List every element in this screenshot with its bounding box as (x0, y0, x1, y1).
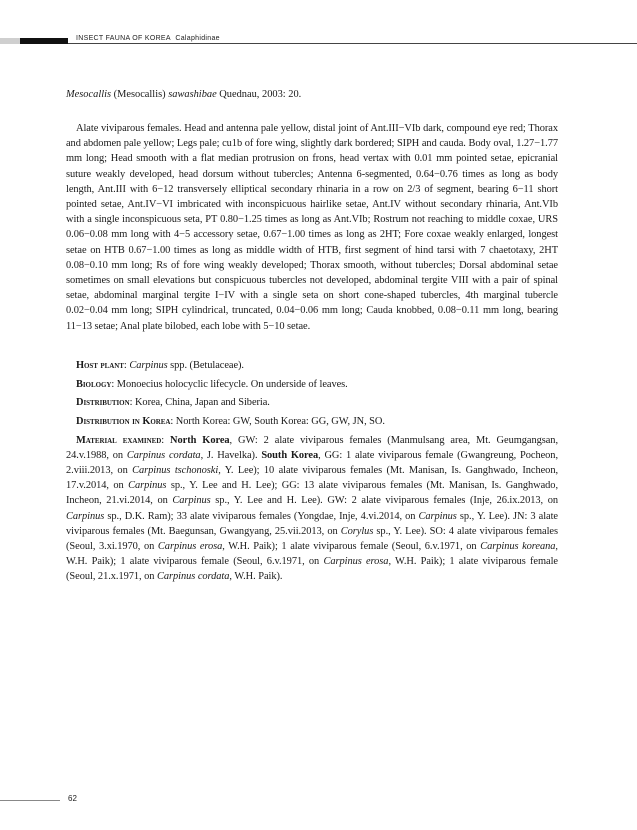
header-rule (68, 43, 637, 44)
material-region: North Korea (170, 434, 230, 446)
host-plant-genus: Carpinus (129, 359, 168, 371)
material-text-run: , GG: 1 alate viviparous female (Gwangreung, Pocheon, 2.viii.2013, on (66, 449, 558, 477)
citation-author: Quednau, 2003: 20. (216, 89, 302, 100)
page-number: 62 (68, 794, 77, 803)
distribution-text: : Korea, China, Japan and Siberia. (129, 397, 270, 409)
material-text-run: sp., Y. Lee). SO: 4 alate viviparous females (Seoul, 3.xi.1970, on (66, 525, 558, 553)
material-text-run: , GW: 2 alate viviparous females (Manmulsang area, Mt. Geumgangsan, 24.v.1988, on (66, 434, 558, 461)
material-text-run: sp., Y. Lee and H. Lee). GW: 2 alate viviparous females (Inje, 26.ix.2013, on (210, 495, 558, 507)
header-gray-bar (0, 38, 20, 44)
material-host-taxon: Carpinus (418, 510, 457, 522)
running-header-section: Calaphidinae (175, 35, 220, 42)
material-text-run: sp., Y. Lee and H. Lee); GG: 13 alate viviparous females (Mt. Manisan, Is. Ganghwado, Incheon, 21.vi.2014, on (66, 480, 559, 507)
running-header (76, 35, 220, 42)
host-plant-line (66, 358, 558, 373)
distribution-korea-label: Distribution in Korea (76, 415, 171, 427)
species-citation (66, 88, 558, 102)
citation-subgenus: (Mesocallis) (113, 89, 166, 100)
description-paragraph: Alate viviparous females. Head and antenna pale yellow, distal joint of Ant.III−VIb dark, compound eye red; Thorax and abdomen pale yellow; Legs pale; cu1b of fore wing, slightly dark bordered; SIPH and cauda. Body oval, 1.27−1.77 mm long; Head smooth with a flat median protrusion on frons, head vertax with 0.01 mm pointed setae, epicranial suture weakly developed, head dorsum without tubercles; Antenna 6-segmented, 0.64−0.76 times as long as body length, Ant.III with 6−12 transversely elliptical secondary rhinaria in a row on 2/3 of segment, bearing 6−11 short pointed setae, Ant.IV−VI imbricated with inconspicuous hairlike setae, Ant.IV without secondary rhinaria, Ant.VIb with a single inconspicuous seta, PT 0.80−1.25 times as long as Ant.VIb; Rostrum not reaching to middle coxae, URS 0.06−0.08 mm long with 4−5 accessory setae, 0.67−1.00 times as long as 2HT; Fore coxae weakly enlarged, longest setae on HTB 0.67−1.00 times as long as middle width of HTB, first segment of hind tarsi with 7 chaetotaxy, 2HT 0.08−0.10 mm long; Rs of fore wing weakly developed; Thorax smooth, without tubercles; Dorsal abdominal setae sometimes on small elevations but conspicuous tubercles not developed, abdominal tergite VIII with a pair of spinal setae, abdominal marginal tergite I−IV with a single seta on short cone-shaped tubercles, 4th marginal tubercle 0.02−0.04 mm long; SIPH cylindrical, truncated, 0.04−0.06 mm long; Cauda knobbed, 0.08−0.11 mm long, bearing 11−13 setae; Anal plate bilobed, each lobe with 5−10 setae. (66, 123, 558, 332)
material-host-taxon: Carpinus erosa (157, 541, 223, 553)
material-text-run: , W.H. Paik); 1 alate viviparous female (Seoul, 6.v.1971, on (66, 541, 558, 568)
header-black-bar (20, 38, 68, 44)
material-host-taxon: Carpinus tschonoski (132, 465, 219, 477)
material-region: South Korea (261, 449, 319, 461)
biology-label: Biology (76, 378, 112, 390)
species-notes (66, 358, 558, 585)
material-examined-paragraph (66, 433, 558, 585)
material-host-taxon: Carpinus koreana (480, 541, 556, 553)
footer-rule (0, 800, 60, 801)
material-text (66, 435, 558, 583)
distribution-korea-line (66, 414, 558, 429)
host-plant-label: Host plant (76, 359, 124, 371)
material-host-taxon: Corylus (340, 525, 374, 537)
biology-text: : Monoecius holocyclic lifecycle. On underside of leaves. (111, 378, 348, 390)
material-host-taxon: Carpinus cordata (126, 449, 201, 461)
distribution-korea-text: : North Korea: GW, South Korea: GG, GW, JN, SO. (170, 415, 385, 427)
material-host-taxon: Carpinus (172, 495, 211, 507)
running-header-book: INSECT FAUNA OF KOREA (76, 35, 171, 42)
biology-line (66, 377, 558, 392)
host-plant-sep: : (123, 359, 130, 371)
material-text-run: sp., D.K. Ram); 33 alate viviparous females (Yongdae, Inje, 4.vi.2014, on (104, 510, 419, 522)
material-host-taxon: Carpinus (128, 480, 167, 492)
material-text-run: , W.H. Paik); 1 alate viviparous female (Seoul, 21.x.1971, on (66, 556, 558, 583)
material-text-run: : (161, 434, 171, 446)
material-text-run: , W.H. Paik); 1 alate viviparous female (Seoul, 6.v.1971, on (222, 541, 481, 553)
distribution-label: Distribution (76, 397, 130, 409)
material-host-taxon: Carpinus cordata (156, 571, 230, 583)
material-label: Material examined (76, 434, 162, 446)
material-text-run: sp., Y. Lee). JN: 3 alate viviparous females (Mt. Baegunsan, Gwangyang, 25.vii.2013, on (66, 510, 558, 537)
page-content (66, 88, 558, 588)
material-host-taxon: Carpinus (66, 510, 105, 522)
citation-species: sawashibae (168, 89, 217, 100)
material-text-run: , W.H. Paik). (229, 571, 283, 583)
distribution-line (66, 395, 558, 410)
citation-genus: Mesocallis (66, 89, 112, 100)
material-text-run: , Y. Lee); 10 alate viviparous females (Mt. Manisan, Is. Ganghwado, Incheon, 17.v.2014, on (66, 465, 559, 492)
material-text-run: , J. Havelka). (200, 449, 262, 461)
material-host-taxon: Carpinus erosa (323, 556, 389, 568)
host-plant-rest: spp. (Betulaceae). (167, 359, 244, 371)
